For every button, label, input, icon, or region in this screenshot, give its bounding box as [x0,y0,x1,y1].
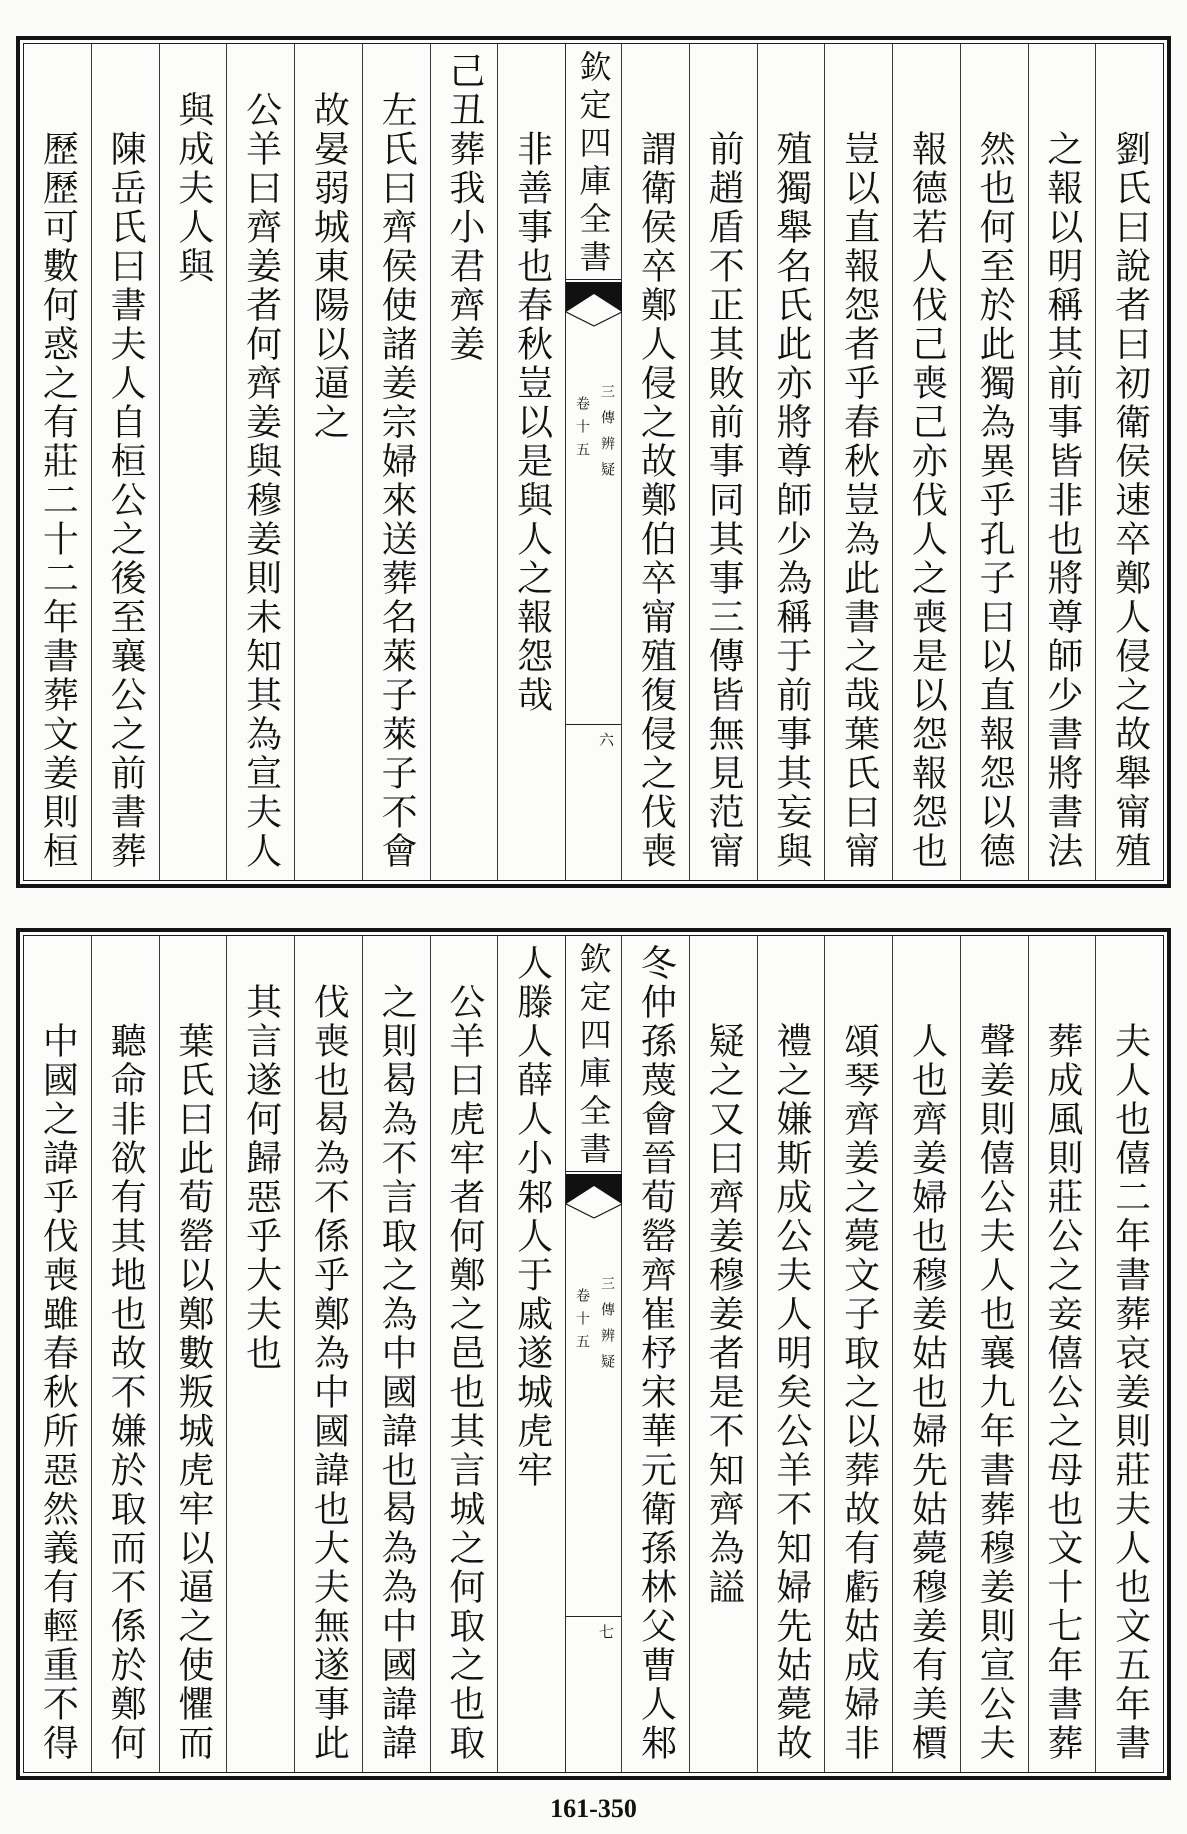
column-text: 非善事也春秋豈以是與人之報怨哉 [511,130,553,715]
commentary-column [1095,44,1163,880]
collection-title: 欽定四庫全書 [574,942,613,1170]
commentary-column [824,44,892,880]
column-text: 之報以明稱其前事皆非也將尊師少書將書法 [1041,130,1083,871]
column-text: 劉氏曰說者曰初衛侯速卒鄭人侵之故舉甯殖 [1109,130,1151,871]
column-text: 與成夫人與 [172,91,214,286]
column-text: 豈以直報怨者乎春秋豈為此書之哉葉氏曰甯 [838,130,880,871]
commentary-column [621,44,689,880]
collection-title-box [566,936,621,1172]
commentary-column [757,44,825,880]
commentary-column [892,936,960,1772]
commentary-column [91,936,159,1772]
column-text: 人也齊姜婦也穆姜姑也婦先姑薨穆姜有美檟 [906,1022,948,1763]
page-code: 161-350 [550,1794,637,1823]
center-margin-column [565,936,621,1772]
column-text: 其言遂何歸惡乎大夫也 [240,983,282,1373]
commentary-column [226,44,294,880]
column-grid [23,935,1164,1773]
center-margin-column [565,44,621,880]
commentary-column [159,44,227,880]
fishtail-mark-icon [566,282,622,328]
commentary-column [24,936,91,1772]
leaf-number: 七 [597,1624,615,1639]
column-text: 禮之嫌斯成公夫人明矣公羊不知婦先姑薨故 [770,1022,812,1763]
column-text: 歷歷可數何惑之有莊二十二年書葬文姜則桓 [37,130,79,871]
collection-title: 欽定四庫全書 [574,50,613,278]
leaf-divider [566,724,621,725]
column-text: 陳岳氏曰書夫人自桓公之後至襄公之前書葬 [105,130,147,871]
column-text: 伐喪也曷為不係乎鄭為中國諱也大夫無遂事此 [308,983,350,1763]
book-title: 三傳辨疑 [599,1276,615,1380]
column-text: 故晏弱城東陽以逼之 [308,91,350,442]
commentary-column [1028,44,1096,880]
column-text: 報德若人伐己喪己亦伐人之喪是以怨報怨也 [906,130,948,871]
column-text: 冬仲孫蔑會晉荀罃齊崔杼宋華元衛孫林父曹人邾 [635,944,677,1763]
column-text: 頌琴齊姜之薨文子取之以葬故有虧姑成婦非 [838,1022,880,1763]
column-text: 公羊曰虎牢者何鄭之邑也其言城之何取之也取 [443,983,485,1763]
commentary-column [757,936,825,1772]
commentary-column [24,44,91,880]
column-text: 之則曷為不言取之為中國諱也曷為為中國諱諱 [376,983,418,1763]
commentary-column [294,936,362,1772]
commentary-column [689,44,757,880]
commentary-column [362,936,430,1772]
lower-page-panel [16,928,1171,1780]
fishtail-mark-icon [566,1174,622,1220]
column-text: 前趙盾不正其敗前事同其事三傳皆無見范甯 [703,130,745,871]
leaf-divider [566,1616,621,1617]
column-text: 聽命非欲有其地也故不嫌於取而不係於鄭何 [105,1022,147,1763]
commentary-column [362,44,430,880]
column-text: 左氏曰齊侯使諸姜宗婦來送葬名萊子萊子不會 [376,91,418,871]
column-text: 疑之又曰齊姜穆姜者是不知齊為謚 [703,1022,745,1607]
volume-label: 卷十五 [574,396,590,465]
classic-text-column [497,936,565,1772]
column-text: 殖獨舉名氏此亦將尊師少為稱于前事其妄與 [770,130,812,871]
column-text: 夫人也僖二年書葬哀姜則莊夫人也文五年書 [1109,1022,1151,1763]
classic-text-column [430,44,498,880]
column-text: 中國之諱乎伐喪雖春秋所惡然義有輕重不得 [37,1022,79,1763]
commentary-column [226,936,294,1772]
column-text: 己丑葬我小君齊姜 [443,52,485,364]
classic-text-column [621,936,689,1772]
commentary-column [824,936,892,1772]
column-text: 葉氏曰此荀罃以鄭數叛城虎牢以逼之使懼而 [172,1022,214,1763]
volume-label: 卷十五 [574,1288,590,1357]
column-text: 人滕人薛人小邾人于戚遂城虎牢 [511,944,553,1490]
column-grid [23,43,1164,881]
leaf-number: 六 [597,732,615,747]
commentary-column [689,936,757,1772]
commentary-column [1095,936,1163,1772]
commentary-column [91,44,159,880]
commentary-column [159,936,227,1772]
upper-page-panel [16,36,1171,888]
commentary-column [960,44,1028,880]
book-title: 三傳辨疑 [599,384,615,488]
column-text: 聲姜則僖公夫人也襄九年書葬穆姜則宣公夫 [974,1022,1016,1763]
commentary-column [960,936,1028,1772]
column-text: 然也何至於此獨為異乎孔子曰以直報怨以德 [974,130,1016,871]
collection-title-box [566,44,621,280]
commentary-column [497,44,565,880]
commentary-column [892,44,960,880]
column-text: 謂衛侯卒鄭人侵之故鄭伯卒甯殖復侵之伐喪 [635,130,677,871]
commentary-column [1028,936,1096,1772]
commentary-column [430,936,498,1772]
column-text: 葬成風則莊公之妾僖公之母也文十七年書葬 [1041,1022,1083,1763]
commentary-column [294,44,362,880]
column-text: 公羊曰齊姜者何齊姜與穆姜則未知其為宣夫人 [240,91,282,871]
